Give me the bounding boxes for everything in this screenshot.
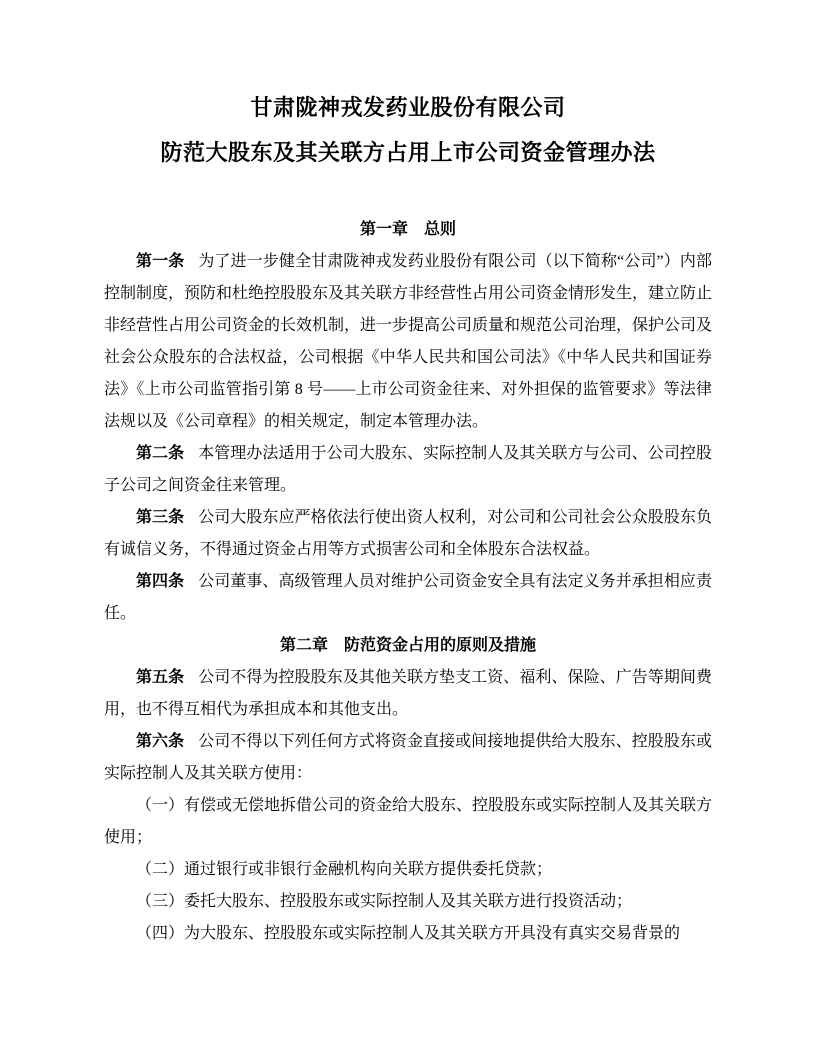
list-item-paragraph: （一）有偿或无偿地拆借公司的资金给大股东、控股股东或实际控制人及其关联方使用；: [104, 797, 713, 846]
article-paragraph: 第五条 公司不得为控股股东及其他关联方垫支工资、福利、保险、广告等期间费用，也不得互相代为承担成本和其他支出。: [104, 669, 712, 718]
list-item-paragraph: （二）通过银行或非银行金融机构向关联方提供委托贷款；: [136, 861, 553, 878]
chapter-heading: 第二章 防范资金占用的原则及措施: [279, 637, 536, 654]
article-paragraph: 第四条 公司董事、高级管理人员对维护公司资金安全具有法定义务并承担相应责任。: [104, 573, 712, 622]
document-header: [104, 85, 712, 175]
article-paragraph: 第六条 公司不得以下列任何方式将资金直接或间接地提供给大股东、控股股东或实际控制人及其关联方使用：: [104, 733, 712, 782]
article-paragraph: 第三条 公司大股东应严格依法行使出资人权利，对公司和公司社会公众股股东负有诚信义务，不得通过资金占用等方式损害公司和全体股东合法权益。: [104, 509, 712, 558]
article-paragraph: 第一条 为了进一步健全甘肃陇神戎发药业股份有限公司（以下简称“公司”）内部控制制度，预防和杜绝控股股东及其关联方非经营性占用公司资金情形发生，建立防止非经营性占用公司资金的长效机制，进一步提高公司质量和规范公司治理，保护公司及社会公众股东的合法权益，公司根据《中华人民共和国公司法》《中华人民共和国证券法》《上市公司监管指引第 8 号——上市公司资金往来、对外担保的监管要求》等法律法规以及《公司章程》的相关规定，制定本管理办法。: [104, 253, 713, 430]
list-item-paragraph: （三）委托大股东、控股股东或实际控制人及其关联方进行投资活动；: [136, 893, 633, 910]
article-number-label: 第二条: [136, 445, 185, 462]
article-number-label: 第四条: [136, 573, 185, 590]
article-number-label: 第五条: [136, 669, 185, 686]
article-paragraph: 第二条 本管理办法适用于公司大股东、实际控制人及其关联方与公司、公司控股子公司之间资金往来管理。: [104, 445, 712, 494]
article-number-label: 第三条: [136, 509, 185, 526]
document-title-line1: 甘肃陇神戎发药业股份有限公司: [250, 95, 566, 120]
article-number-label: 第一条: [136, 253, 185, 270]
article-number-label: 第六条: [136, 733, 185, 750]
list-item-paragraph: （四）为大股东、控股股东或实际控制人及其关联方开具没有真实交易背景的: [136, 925, 681, 942]
chapter-heading: 第一章 总则: [359, 221, 456, 238]
document-body: [104, 214, 712, 950]
document-title-line2: 防范大股东及其关联方占用上市公司资金管理办法: [160, 140, 656, 165]
